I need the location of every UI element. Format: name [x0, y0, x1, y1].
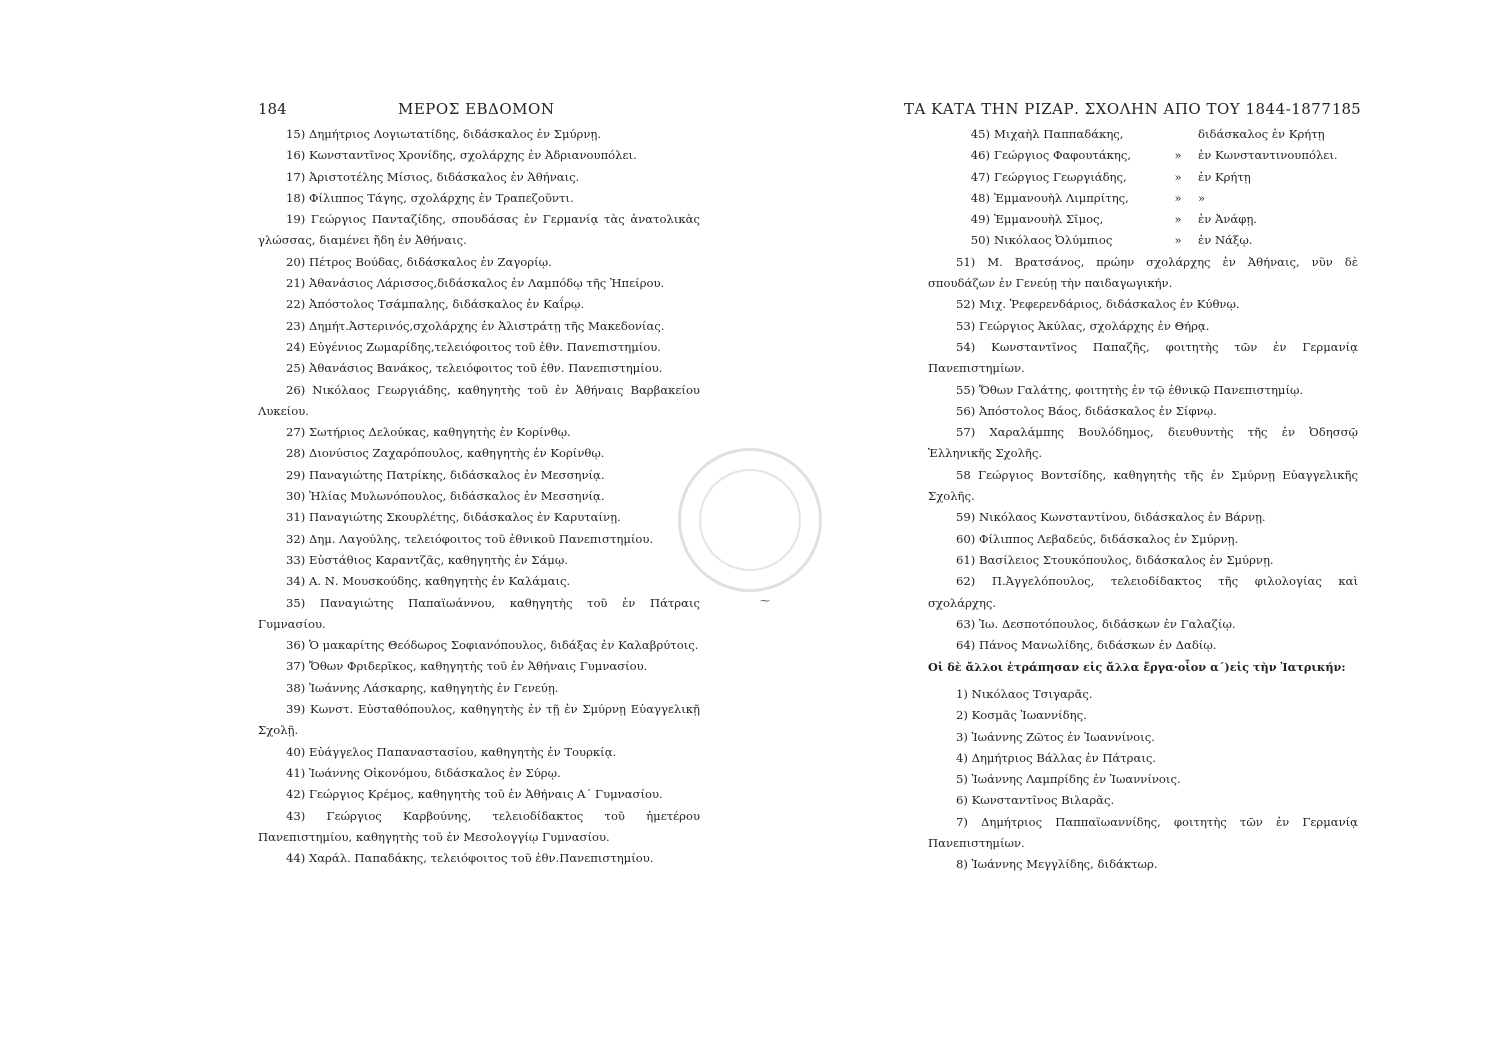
entry-place: ἐν Κρήτῃ — [1198, 169, 1251, 184]
list-item: 2) Κοσμᾶς Ἰωαννίδης. — [956, 708, 1087, 723]
list-item: 43) Γεώργιος Καρβούνης, τελειοδίδακτος τοῦ ἡμετέρου Πανεπιστημίου, καθηγητὴς τοῦ ἐν Μεσολογγίῳ Γυμνασίου. — [258, 808, 700, 844]
list-item: 31) Παναγιώτης Σκουρλέτης, διδάσκαλος ἐν Καρυταίνῃ. — [286, 510, 621, 525]
list-item: 51) Μ. Βρατσάνος, πρώην σχολάρχης ἐν Ἀθήναις, νῦν δὲ σπουδάζων ἐν Γενεύῃ τὴν παιδαγωγικήν. — [928, 254, 1358, 291]
list-item: 21) Ἀθανάσιος Λάρισσος,διδάσκαλος ἐν Λαμπόδῳ τῆς Ἠπείρου. — [286, 276, 665, 291]
entry-mark: » — [1174, 169, 1182, 184]
entry-mark: » — [1174, 190, 1182, 205]
list-item: 24) Εὐγένιος Ζωμαρίδης,τελειόφοιτος τοῦ ἐθν. Πανεπιστημίου. — [286, 339, 661, 354]
right-page-number: 185 — [1332, 100, 1361, 118]
entry-name: Ἐμμανουὴλ Σῖμος, — [994, 212, 1104, 227]
list-item: 33) Εὐστάθιος Καραντζᾶς, καθηγητὴς ἐν Σάμῳ. — [286, 552, 568, 567]
list-item: 5) Ἰωάννης Λαμπρίδης ἐν Ἰωαννίνοις. — [956, 772, 1181, 787]
entry-mark: » — [1174, 233, 1182, 248]
list-item: 29) Παναγιώτης Πατρίκης, διδάσκαλος ἐν Μεσσηνίᾳ. — [286, 467, 605, 482]
list-item: 23) Δημήτ.Ἀστερινός,σχολάρχης ἐν Ἀλιστράτῃ τῆς Μακεδονίας. — [286, 318, 665, 333]
list-item: 3) Ἰωάννης Ζῶτος ἐν Ἰωαννίνοις. — [956, 729, 1155, 744]
list-item: 18) Φίλιππος Τάγης, σχολάρχης ἐν Τραπεζοῦντι. — [286, 190, 574, 205]
list-item: 64) Πάνος Μανωλίδης, διδάσκων ἐν Δαδίῳ. — [956, 638, 1217, 653]
list-item: 56) Ἀπόστολος Βάος, διδάσκαλος ἐν Σίφνῳ. — [956, 403, 1217, 418]
list-item: 8) Ἰωάννης Μεγγλίδης, διδάκτωρ. — [956, 857, 1158, 872]
list-item: 37) Ὄθων Φριδερῖκος, καθηγητὴς τοῦ ἐν Ἀθήναις Γυμνασίου. — [286, 659, 648, 674]
list-item — [928, 209, 1358, 230]
list-item: 20) Πέτρος Βούδας, διδάσκαλος ἐν Ζαγορίῳ. — [286, 254, 552, 269]
list-item: 4) Δημήτριος Βάλλας ἐν Πάτραις. — [956, 750, 1157, 765]
list-item — [928, 167, 1358, 188]
list-item: 32) Δημ. Λαγούλης, τελειόφοιτος τοῦ ἐθνικοῦ Πανεπιστημίου. — [286, 531, 654, 546]
list-item: 61) Βασίλειος Στουκόπουλος, διδάσκαλος ἐν Σμύρνῃ. — [956, 552, 1274, 567]
entry-name: Μιχαὴλ Παππαδάκης, — [994, 127, 1124, 141]
list-item: 17) Ἀριστοτέλης Μίσιος, διδάσκαλος ἐν Ἀθήναις. — [286, 169, 580, 184]
entry-place: ἐν Ἀνάφῃ. — [1198, 212, 1257, 227]
list-item — [928, 145, 1358, 166]
list-item: 30) Ἠλίας Μυλωνόπουλος, διδάσκαλος ἐν Μεσσηνίᾳ. — [286, 489, 605, 504]
list-item: 6) Κωνσταντῖνος Βιλαρᾶς. — [956, 793, 1115, 808]
list-item: 63) Ἰω. Δεσποτόπουλος, διδάσκων ἐν Γαλαζίῳ. — [956, 616, 1236, 631]
list-item: 55) Ὄθων Γαλάτης, φοιτητὴς ἐν τῷ ἐθνικῷ Πανεπιστημίῳ. — [956, 382, 1304, 397]
list-item: 53) Γεώργιος Ἀκύλας, σχολάρχης ἐν Θήρᾳ. — [956, 318, 1210, 333]
medicine-entry-list — [928, 684, 1358, 876]
section-subheading: Οἱ δὲ ἄλλοι ἐτράπησαν εἰς ἄλλα ἔργα·οἷον α΄)εἰς τὴν Ἰατρικήν: — [928, 660, 1346, 674]
entry-place: ἐν Νάξῳ. — [1198, 233, 1253, 248]
list-item: 59) Νικόλαος Κωνσταντίνου, διδάσκαλος ἐν Βάρνῃ. — [956, 510, 1266, 525]
left-running-head: ΜΕΡΟΣ ΕΒΔΟΜΟΝ — [398, 100, 555, 118]
entry-num: 45) — [970, 127, 990, 141]
list-item: 22) Ἀπόστολος Τσάμπαλης, διδάσκαλος ἐν Καΐρῳ. — [286, 297, 585, 312]
list-item: 26) Νικόλαος Γεωργιάδης, καθηγητὴς τοῦ ἐν Ἀθήναις Βαρβακείου Λυκείου. — [258, 382, 700, 418]
list-item: 16) Κωνσταντῖνος Χρονίδης, σχολάρχης ἐν Ἀδριανουπόλει. — [286, 148, 637, 163]
list-item: 28) Διονύσιος Ζαχαρόπουλος, καθηγητὴς ἐν Κορίνθῳ. — [286, 446, 605, 461]
list-item: 35) Παναγιώτης Παπαϊωάννου, καθηγητὴς τοῦ ἐν Πάτραις Γυμνασίου. — [258, 595, 700, 631]
list-item: 40) Εὐάγγελος Παπαναστασίου, καθηγητὴς ἐν Τουρκίᾳ. — [286, 744, 617, 759]
entry-mark: » — [1174, 148, 1182, 163]
entry-num: 49) — [970, 212, 990, 227]
list-item: 58 Γεώργιος Βοντσίδης, καθηγητὴς τῆς ἐν Σμύρνῃ Εὐαγγελικῆς Σχολῆς. — [928, 467, 1358, 504]
list-item: 52) Μιχ. Ῥεφερενδάριος, διδάσκαλος ἐν Κύθνῳ. — [956, 297, 1240, 312]
list-item: 36) Ὁ μακαρίτης Θεόδωρος Σοφιανόπουλος, διδάξας ἐν Καλαβρύτοις. — [286, 638, 699, 653]
entry-num: 47) — [970, 169, 990, 184]
entry-num: 46) — [970, 148, 990, 163]
entry-num: 50) — [970, 233, 990, 248]
left-entry-list — [258, 124, 700, 869]
list-item — [928, 124, 1358, 145]
list-item: 54) Κωνσταντῖνος Παπαζῆς, φοιτητὴς τῶν ἐν Γερμανίᾳ Πανεπιστημίων. — [928, 339, 1358, 376]
list-item — [928, 188, 1358, 209]
list-item: 62) Π.Ἀγγελόπουλος, τελειοδίδακτος τῆς φιλολογίας καὶ σχολάρχης. — [928, 574, 1358, 610]
entry-place: ἐν Κωνσταντινουπόλει. — [1198, 148, 1338, 163]
right-entry-list — [928, 124, 1358, 656]
entry-name: Ἐμμανουὴλ Λιμπρίτης, — [994, 190, 1129, 205]
entry-mark: » — [1174, 212, 1182, 227]
list-item: 44) Χαράλ. Παπαδάκης, τελειόφοιτος τοῦ ἐθν.Πανεπιστημίου. — [286, 851, 654, 866]
entry-num: 48) — [970, 190, 990, 205]
right-page — [750, 0, 1500, 1050]
list-item: 42) Γεώργιος Κρέμος, καθηγητὴς τοῦ ἐν Ἀθήναις Α΄ Γυμνασίου. — [286, 787, 663, 802]
list-item: 34) Α. Ν. Μουσκούδης, καθηγητὴς ἐν Καλάμαις. — [286, 574, 571, 589]
stray-mark: ⁓ — [760, 596, 770, 607]
entry-place: διδάσκαλος ἐν Κρήτῃ — [1198, 127, 1325, 141]
list-item: 41) Ἰωάννης Οἰκονόμου, διδάσκαλος ἐν Σύρῳ. — [286, 765, 561, 780]
list-item: 39) Κωνστ. Εὐσταθόπουλος, καθηγητὴς ἐν τῇ ἐν Σμύρνῃ Εὐαγγελικῇ Σχολῇ. — [258, 702, 700, 738]
right-running-head: ΤΑ ΚΑΤΑ ΤΗΝ ΡΙΖΑΡ. ΣΧΟΛΗΝ ΑΠΟ ΤΟΥ 1844-1877 — [904, 100, 1332, 118]
list-item: 60) Φίλιππος Λεβαδεύς, διδάσκαλος ἐν Σμύρνῃ. — [956, 531, 1239, 546]
left-page-number: 184 — [258, 100, 287, 118]
list-item: 15) Δημήτριος Λογιωτατίδης, διδάσκαλος ἐν Σμύρνῃ. — [286, 127, 602, 141]
list-item: 38) Ἰωάννης Λάσκαρης, καθηγητὴς ἐν Γενεύῃ. — [286, 680, 559, 695]
list-item: 27) Σωτήριος Δελούκας, καθηγητὴς ἐν Κορίνθῳ. — [286, 425, 571, 440]
entry-name: Γεώργιος Φαφουτάκης, — [994, 148, 1132, 163]
list-item: 57) Χαραλάμπης Βουλόδημος, διευθυντὴς τῆς ἐν Ὀδησσῷ Ἑλληνικῆς Σχολῆς. — [928, 425, 1358, 461]
list-item — [928, 230, 1358, 251]
list-item: 7) Δημήτριος Παππαϊωαννίδης, φοιτητὴς τῶν ἐν Γερμανίᾳ Πανεπιστημίων. — [928, 814, 1358, 851]
list-item: 1) Νικόλαος Τσιγαρᾶς. — [956, 687, 1093, 701]
entry-name: Νικόλαος Ὀλύμπιος — [994, 233, 1113, 248]
entry-place: » — [1198, 190, 1206, 205]
library-stamp-watermark — [678, 448, 822, 592]
list-item: 19) Γεώργιος Πανταζίδης, σπουδάσας ἐν Γερμανίᾳ τὰς ἀνατολικὰς γλώσσας, διαμένει ἤδη ἐν Ἀθήναις. — [258, 212, 700, 248]
list-item: 25) Ἀθανάσιος Βανάκος, τελειόφοιτος τοῦ ἐθν. Πανεπιστημίου. — [286, 361, 663, 376]
entry-name: Γεώργιος Γεωργιάδης, — [994, 169, 1127, 184]
